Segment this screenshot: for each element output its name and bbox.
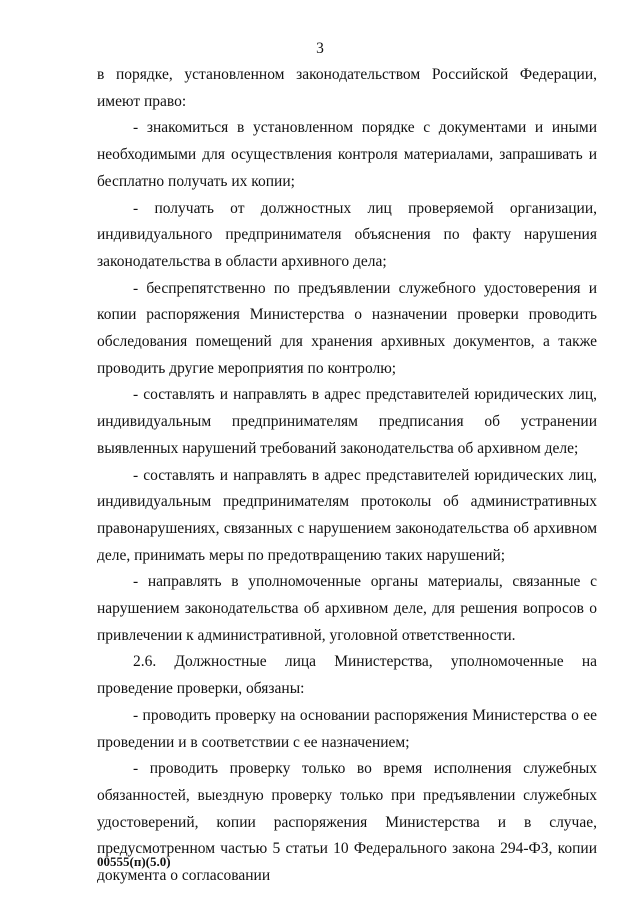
paragraph: 2.6. Должностные лица Министерства, уполномоченные на проведение проверки, обязаны:	[97, 653, 597, 698]
paragraph: - составлять и направлять в адрес представителей юридических лиц, индивидуальным предпринимателям протоколы об административных правонарушениях, связанных с нарушением законодательства об архивном деле, принимать меры по предотвращению таких нарушений;	[97, 466, 597, 564]
paragraph: - направлять в уполномоченные органы материалы, связанные с нарушением законодательства об архивном деле, для решения вопросов о привлечении к административной, уголовной ответственности.	[97, 573, 597, 644]
paragraph: - получать от должностных лиц проверяемой организации, индивидуального предпринимателя объяснения по факту нарушения законодательства в области архивного дела;	[97, 199, 597, 270]
paragraph: - беспрепятственно по предъявлении служебного удостоверения и копии распоряжения Министерства о назначении проверки проводить обследования помещений для хранения архивных документов, а также проводить другие мероприятия по контролю;	[97, 279, 597, 377]
page-number: 3	[316, 40, 324, 57]
paragraph: в порядке, установленном законодательством Российской Федерации, имеют право:	[97, 66, 597, 110]
document-body	[97, 62, 597, 890]
paragraph: - составлять и направлять в адрес представителей юридических лиц, индивидуальным предпринимателям предписания об устранении выявленных нарушений требований законодательства об архивном деле;	[97, 386, 597, 457]
paragraph: - знакомиться в установленном порядке с документами и иными необходимыми для осуществления контроля материалами, запрашивать и бесплатно получать их копии;	[97, 119, 597, 190]
document-code: 00555(п)(5.0)	[97, 854, 171, 869]
paragraph: - проводить проверку только во время исполнения служебных обязанностей, выездную проверку только при предъявлении служебных удостоверений, копии распоряжения Министерства и в случае, предусмотренном частью 5 статьи 10 Федерального закона 294-ФЗ, копии документа о согласовании	[97, 760, 597, 885]
paragraph: - проводить проверку на основании распоряжения Министерства о ее проведении и в соответствии с ее назначением;	[97, 706, 597, 751]
